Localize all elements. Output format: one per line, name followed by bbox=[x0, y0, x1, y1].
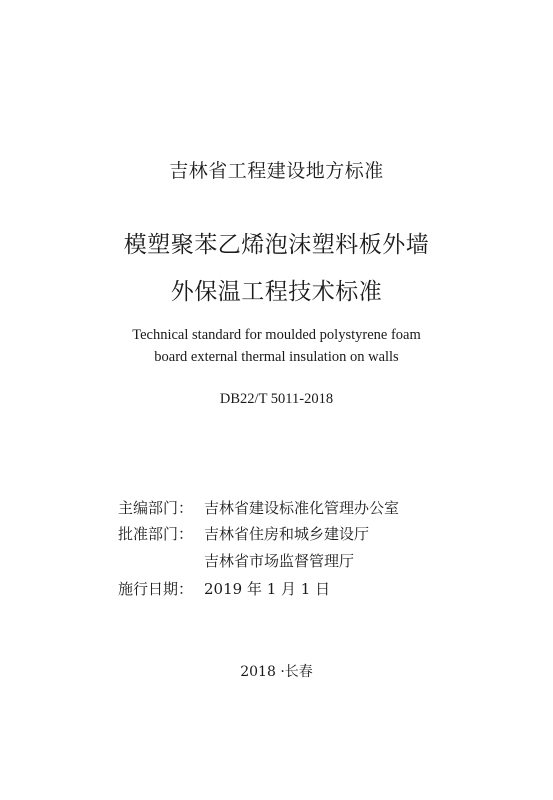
approver-department-value-2: 吉林省市场监督管理厅 bbox=[204, 552, 355, 570]
effective-date-value: 2019 年 1 月 1 日 bbox=[204, 580, 331, 598]
approver-department-value-1: 吉林省住房和城乡建设厅 bbox=[204, 525, 370, 543]
chinese-title-line-2: 外保温工程技术标准 bbox=[170, 279, 383, 305]
publication-place-year: 2018 ·长春 bbox=[240, 664, 313, 680]
english-title-line-2: board external thermal insulation on walls bbox=[154, 349, 399, 365]
editor-department-label: 主编部门： bbox=[118, 499, 194, 517]
standard-series-heading: 吉林省工程建设地方标准 bbox=[169, 160, 384, 182]
approver-department-label: 批准部门： bbox=[118, 525, 194, 543]
standard-code: DB22/T 5011-2018 bbox=[219, 391, 334, 407]
chinese-title-line-1: 模塑聚苯乙烯泡沫塑料板外墙 bbox=[123, 232, 430, 258]
editor-department-value: 吉林省建设标准化管理办公室 bbox=[204, 499, 400, 517]
effective-date-label: 施行日期： bbox=[118, 580, 194, 598]
english-title-line-1: Technical standard for moulded polystyrene foam bbox=[132, 327, 421, 343]
